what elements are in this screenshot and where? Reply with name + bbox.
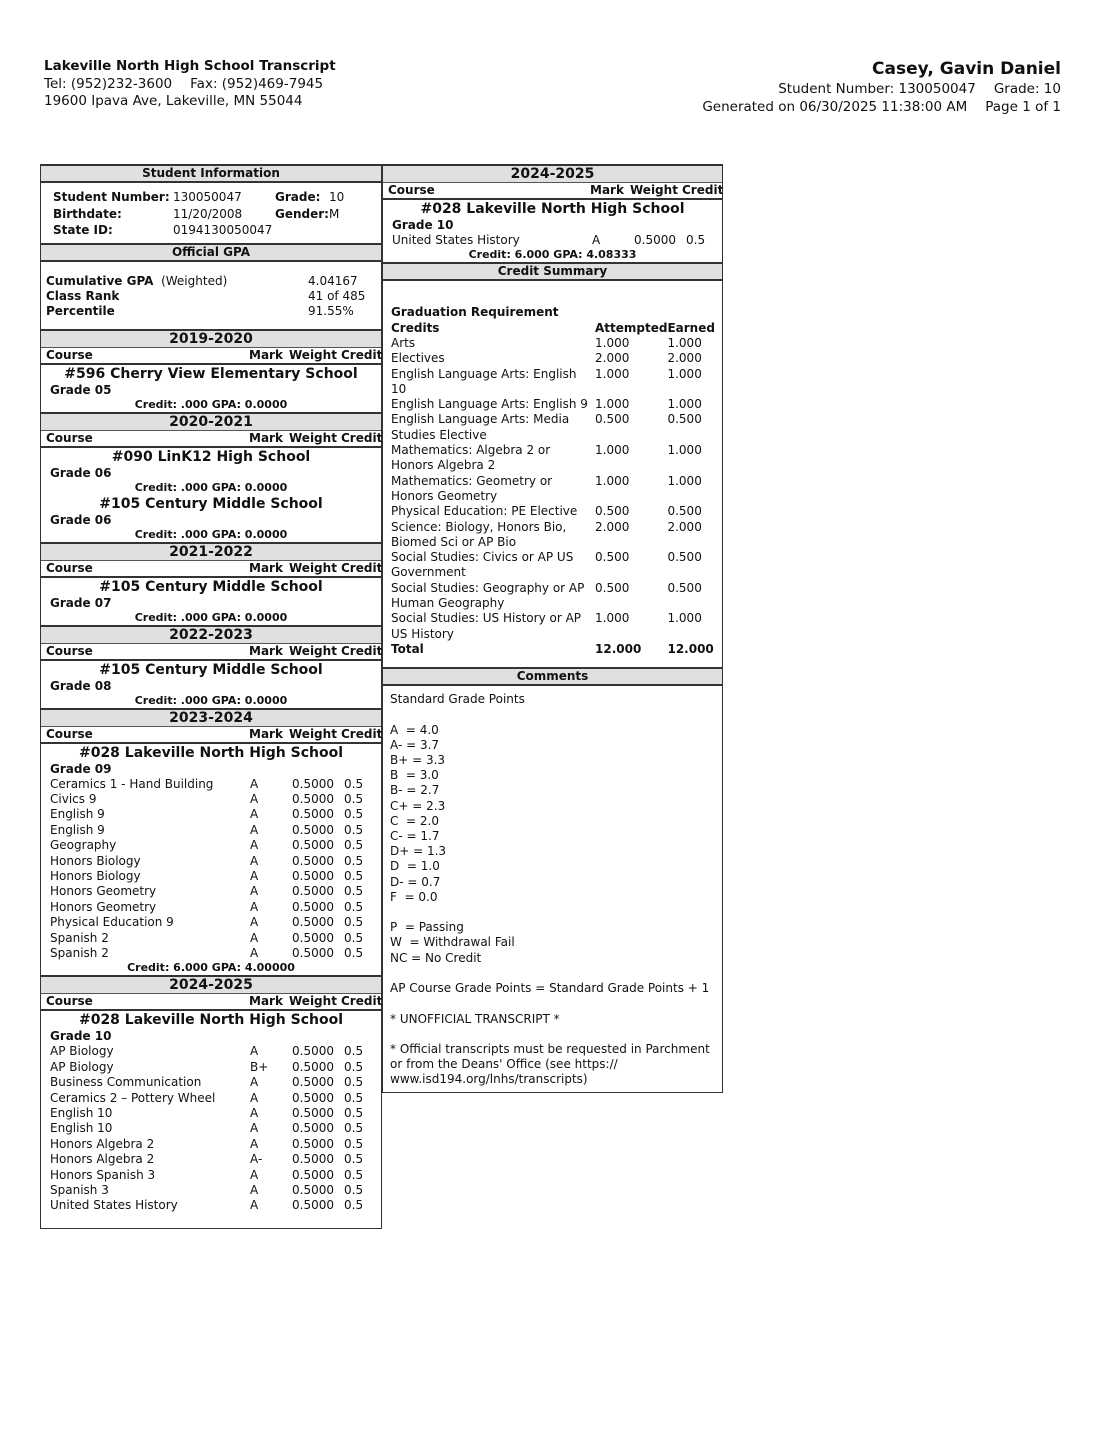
credit-summary-row: [391, 351, 715, 366]
course-name: Honors Biology: [50, 853, 141, 868]
credit-summary-row: [391, 336, 715, 351]
course-weight: 0.5000: [292, 1152, 334, 1167]
column-headers: [41, 348, 381, 365]
course-credit: 0.5: [344, 1198, 364, 1213]
course-name: Honors Geometry: [50, 899, 157, 914]
course-name: Honors Geometry: [50, 884, 157, 899]
course-credit: 0.5: [344, 868, 364, 883]
course-row: [41, 838, 381, 853]
official-gpa-section: [41, 262, 381, 329]
course-name: Civics 9: [50, 791, 97, 806]
course-name: Physical Education 9: [50, 915, 174, 930]
course-name: United States History: [50, 1198, 178, 1213]
earned-heading: Earned: [667, 320, 715, 335]
course-credit: 0.5: [344, 791, 364, 806]
percentile-value: 91.55%: [308, 303, 354, 318]
state-id-value: 0194130050047: [173, 223, 273, 237]
course-weight: 0.5000: [292, 1183, 334, 1198]
course-name: Spanish 3: [50, 1183, 109, 1198]
course-credit: 0.5: [344, 807, 364, 822]
col-course: Course: [46, 560, 93, 575]
year-header: [41, 708, 381, 727]
course-weight: 0.5000: [292, 899, 334, 914]
requirement-earned: 2.000: [667, 351, 702, 366]
col-course: Course: [46, 726, 93, 741]
course-mark: B+: [250, 1059, 269, 1074]
course-row: [383, 233, 722, 248]
credit-summary-row: [391, 611, 715, 642]
course-row: [41, 884, 381, 899]
right-column: [382, 164, 723, 1093]
cum-gpa-value: 4.04167: [308, 273, 358, 288]
col-mark: Mark: [249, 560, 283, 575]
course-row: [41, 1198, 381, 1213]
requirement-attempted: 1.000: [595, 443, 630, 458]
course-name: United States History: [392, 233, 520, 247]
course-row: [41, 1152, 381, 1167]
grade-level: Grade 10: [50, 1029, 112, 1044]
year-header: [41, 542, 381, 561]
course-row: [41, 1121, 381, 1136]
course-mark: A: [250, 791, 259, 806]
course-credit: 0.5: [344, 1106, 364, 1120]
course-name: Honors Algebra 2: [50, 1152, 155, 1167]
requirement-earned: 1.000: [667, 473, 702, 488]
year-header: [41, 625, 381, 644]
year-label: 2024-2025: [169, 977, 253, 994]
requirement-name: Mathematics: Algebra 2 or Honors Algebra 2: [391, 443, 551, 473]
column-headers: [41, 644, 381, 661]
credit-summary-heading: Graduation Requirement: [391, 305, 559, 320]
course-weight: 0.5000: [292, 1121, 334, 1136]
birthdate-value: 11/20/2008: [173, 206, 243, 221]
course-credit: 0.5: [344, 945, 364, 960]
course-credit: 0.5: [344, 1044, 364, 1059]
credit-summary-row: [391, 443, 715, 474]
student-info-header: Student Information: [41, 165, 381, 183]
academic-years: [41, 329, 381, 1214]
student-number-value: 130050047: [173, 190, 242, 204]
course-mark: A: [250, 807, 259, 822]
requirement-attempted: 0.500: [595, 412, 630, 427]
year-header: [41, 412, 381, 431]
year-header: [41, 329, 381, 348]
course-weight: 0.5000: [292, 853, 334, 868]
col-weight: Weight: [289, 347, 337, 362]
requirement-name: Social Studies: US History or AP US History: [391, 611, 582, 641]
requirement-name: English Language Arts: English 10: [391, 366, 577, 396]
year-label: 2023-2024: [169, 709, 253, 726]
course-credit: 0.5: [344, 884, 364, 899]
col-mark: Mark: [590, 183, 624, 197]
school-name: #105 Century Middle School: [99, 578, 323, 595]
course-name: Geography: [50, 838, 117, 853]
course-name: Spanish 2: [50, 930, 109, 945]
requirement-attempted: 1.000: [595, 473, 630, 488]
grade-level: Grade 05: [50, 382, 112, 397]
col-mark: Mark: [249, 726, 283, 741]
course-credit: 0.5: [344, 822, 364, 837]
requirement-earned: 1.000: [667, 611, 702, 626]
col-course: Course: [388, 183, 435, 197]
col-credit: Credit: [682, 183, 724, 197]
grade-level: Grade 06: [50, 512, 112, 527]
term-summary: Credit: 6.000 GPA: 4.08333: [468, 248, 637, 262]
school-name: #596 Cherry View Elementary School: [64, 365, 358, 382]
school-tel: Tel: (952)232-3600: [44, 75, 173, 92]
requirement-attempted: 1.000: [595, 336, 630, 350]
col-weight: Weight: [289, 643, 337, 658]
school-address: 19600 Ipava Ave, Lakeville, MN 55044: [44, 93, 303, 109]
course-mark: A: [250, 930, 259, 945]
course-weight: 0.5000: [292, 807, 334, 822]
course-mark: A: [250, 899, 259, 914]
requirement-earned: 0.500: [667, 580, 702, 595]
course-mark: A: [250, 1136, 259, 1151]
course-weight: 0.5000: [292, 1090, 334, 1105]
course-name: Ceramics 2 – Pottery Wheel: [50, 1090, 216, 1105]
header-generated-line: [702, 98, 1061, 116]
school-name: #028 Lakeville North High School: [420, 201, 685, 217]
comments-text: Standard Grade Points A = 4.0 A- = 3.7 B+ = 3.3 B = 3.0 B- = 2.7 C+ = 2.3 C = 2.0 C- = 1.7 D+ = 1.3 D = 1.0 D- = 0.7 F = 0.0 P = Passing W = Withdrawal Fail NC = No Credit AP Course Grade Points = Standard Grade Points + 1 * UNOFFICIAL TRANSCRIPT * * Official transcripts must be requested in Parchment or from the Deans' Office (see https:// www.isd194.org/lnhs/transcripts): [390, 692, 710, 1087]
course-mark: A: [250, 1075, 259, 1090]
page-number: Page 1 of 1: [985, 99, 1061, 115]
requirement-earned: 0.500: [667, 550, 702, 565]
course-mark: A: [250, 884, 259, 899]
requirement-name: Science: Biology, Honors Bio, Biomed Sci or AP Bio: [391, 519, 567, 549]
grade-level: Grade 09: [50, 761, 112, 776]
student-info-section: [41, 183, 381, 243]
credit-summary-row: [391, 550, 715, 581]
year-label: 2024-2025: [510, 166, 595, 182]
col-mark: Mark: [249, 430, 283, 445]
course-row: [41, 1106, 381, 1121]
total-label: Total: [391, 641, 424, 656]
course-name: English 9: [50, 822, 105, 837]
course-name: Honors Spanish 3: [50, 1167, 156, 1182]
course-row: [41, 792, 381, 807]
requirement-earned: 0.500: [667, 412, 702, 427]
course-row: [41, 1075, 381, 1090]
gender-value: M: [329, 206, 340, 221]
course-mark: A: [250, 776, 259, 791]
course-mark: A-: [250, 1152, 263, 1167]
col-mark: Mark: [249, 347, 283, 362]
requirement-name: Social Studies: Civics or AP US Government: [391, 550, 574, 580]
col-course: Course: [46, 430, 93, 445]
requirement-earned: 1.000: [667, 336, 702, 350]
left-column: [40, 164, 382, 1229]
course-credit: 0.5: [344, 1090, 364, 1105]
course-mark: A: [592, 233, 601, 247]
year-label: 2021-2022: [169, 543, 253, 560]
course-credit: 0.5: [344, 930, 364, 945]
requirement-earned: 0.500: [667, 504, 702, 519]
course-credit: 0.5: [344, 838, 364, 853]
generated-date: Generated on 06/30/2025 11:38:00 AM: [702, 99, 968, 115]
col-course: Course: [46, 994, 93, 1009]
grade-label: Grade:: [275, 190, 321, 204]
term-summary: Credit: .000 GPA: 0.0000: [134, 693, 288, 707]
course-row: [41, 1168, 381, 1183]
grade-level: Grade 06: [50, 465, 112, 480]
course-row: [41, 869, 381, 884]
grade-level: Grade 10: [392, 218, 454, 232]
column-headers: [41, 994, 381, 1011]
course-row: [41, 777, 381, 792]
term-summary: Credit: 6.000 GPA: 4.00000: [127, 961, 295, 975]
course-weight: 0.5000: [292, 1167, 334, 1182]
course-weight: 0.5000: [292, 1075, 334, 1090]
requirement-attempted: 1.000: [595, 366, 630, 381]
course-credit: 0.5: [344, 853, 364, 868]
requirement-attempted: 2.000: [595, 351, 630, 366]
course-credit: 0.5: [344, 915, 364, 930]
school-name: #105 Century Middle School: [99, 661, 323, 678]
column-headers: [41, 727, 381, 744]
credit-summary-row: [391, 412, 715, 443]
requirement-name: English Language Arts: English 9: [391, 397, 588, 412]
course-name: AP Biology: [50, 1044, 114, 1059]
col-credit: Credit: [341, 560, 383, 575]
requirement-attempted: 1.000: [595, 397, 630, 412]
year-label: 2022-2023: [169, 626, 253, 643]
course-row: [41, 900, 381, 915]
requirement-earned: 2.000: [667, 519, 702, 534]
header-student-number: Student Number: 130050047: [778, 81, 976, 97]
col-weight: Weight: [630, 183, 678, 197]
course-name: English 10: [50, 1121, 113, 1136]
course-mark: A: [250, 1090, 259, 1105]
term-summary: Credit: .000 GPA: 0.0000: [134, 480, 288, 494]
col-weight: Weight: [289, 994, 337, 1009]
grade-value: 10: [329, 190, 345, 204]
course-name: English 10: [50, 1106, 113, 1120]
course-weight: 0.5000: [292, 915, 334, 930]
course-weight: 0.5000: [292, 1198, 334, 1213]
year-header-continued: [383, 165, 722, 183]
col-credit: Credit: [341, 430, 383, 445]
course-mark: A: [250, 822, 259, 837]
course-weight: 0.5000: [292, 822, 334, 837]
course-row: [41, 823, 381, 838]
course-row: [41, 1091, 381, 1106]
requirement-name: Mathematics: Geometry or Honors Geometry: [391, 473, 553, 503]
term-summary: Credit: .000 GPA: 0.0000: [134, 397, 288, 411]
requirement-name: Arts: [391, 336, 416, 350]
course-credit: 0.5: [344, 776, 364, 791]
requirement-earned: 1.000: [667, 443, 702, 458]
course-name: English 9: [50, 807, 105, 822]
grade-level: Grade 07: [50, 595, 112, 610]
requirement-attempted: 0.500: [595, 550, 630, 565]
column-headers: [41, 561, 381, 578]
course-mark: A: [250, 945, 259, 960]
course-weight: 0.5000: [292, 945, 334, 960]
course-mark: A: [250, 1106, 259, 1120]
grade-level: Grade 08: [50, 678, 112, 693]
course-weight: 0.5000: [292, 868, 334, 883]
percentile-label: Percentile: [46, 303, 115, 318]
course-name: Spanish 2: [50, 945, 109, 960]
credit-summary-row: [391, 474, 715, 505]
course-credit: 0.5: [344, 1167, 364, 1182]
student-name: Casey, Gavin Daniel: [872, 59, 1061, 79]
course-mark: A: [250, 838, 259, 853]
course-row: [41, 946, 381, 961]
requirement-name: Physical Education: PE Elective: [391, 504, 578, 519]
school-fax: Fax: (952)469-7945: [190, 75, 324, 92]
col-weight: Weight: [289, 560, 337, 575]
school-name: #028 Lakeville North High School: [78, 1012, 344, 1029]
school-name: #090 LinK12 High School: [111, 448, 311, 465]
credit-summary-row: [391, 367, 715, 398]
class-rank-value: 41 of 485: [308, 288, 366, 303]
col-credit: Credit: [341, 726, 383, 741]
course-credit: 0.5: [344, 1059, 364, 1074]
year-header: [41, 975, 381, 994]
course-weight: 0.5000: [292, 838, 334, 853]
course-row: [41, 1183, 381, 1198]
col-mark: Mark: [249, 643, 283, 658]
school-name: #028 Lakeville North High School: [78, 744, 344, 761]
course-mark: A: [250, 853, 259, 868]
course-row: [41, 854, 381, 869]
comments-header: Comments: [383, 667, 722, 686]
course-weight: 0.5000: [292, 1044, 334, 1059]
course-credit: 0.5: [686, 233, 706, 247]
requirement-attempted: 0.500: [595, 580, 630, 595]
term-summary: Credit: .000 GPA: 0.0000: [134, 527, 288, 541]
course-mark: A: [250, 1167, 259, 1182]
requirement-name: English Language Arts: Media Studies Elective: [391, 412, 570, 442]
col-credit: Credit: [341, 347, 383, 362]
requirement-attempted: 0.500: [595, 504, 630, 519]
course-weight: 0.5000: [292, 884, 334, 899]
requirement-earned: 1.000: [667, 366, 702, 381]
credit-summary-row: [391, 504, 715, 519]
birthdate-label: Birthdate:: [53, 206, 122, 221]
course-credit: 0.5: [344, 1136, 364, 1151]
course-name: Honors Algebra 2: [50, 1136, 155, 1151]
requirement-attempted: 2.000: [595, 519, 630, 534]
col-course: Course: [46, 643, 93, 658]
course-weight: 0.5000: [292, 1059, 334, 1074]
transcript-header-right: [702, 58, 1061, 116]
credit-summary-row: [391, 520, 715, 551]
state-id-label: State ID:: [53, 223, 113, 237]
course-credit: 0.5: [344, 1121, 364, 1136]
requirement-earned: 1.000: [667, 397, 702, 412]
credit-summary-row: [391, 397, 715, 412]
year-label: 2020-2021: [169, 413, 253, 430]
course-mark: A: [250, 915, 259, 930]
attempted-heading: Attempted: [595, 320, 668, 335]
column-headers: [41, 431, 381, 448]
course-weight: 0.5000: [292, 776, 334, 791]
col-course: Course: [46, 347, 93, 362]
course-name: AP Biology: [50, 1059, 114, 1074]
cum-gpa-note: (Weighted): [161, 273, 228, 288]
header-student-line: [702, 80, 1061, 98]
course-credit: 0.5: [344, 899, 364, 914]
course-row: [41, 1137, 381, 1152]
transcript-header-left: [44, 58, 336, 111]
student-number-label: Student Number:: [53, 190, 170, 204]
course-mark: A: [250, 1183, 259, 1198]
col-mark: Mark: [249, 994, 283, 1009]
total-attempted: 12.000: [595, 641, 642, 656]
course-mark: A: [250, 868, 259, 883]
gender-label: Gender:: [275, 206, 329, 221]
header-grade: Grade: 10: [993, 81, 1061, 97]
course-weight: 0.5000: [292, 1136, 334, 1151]
col-weight: Weight: [289, 726, 337, 741]
col-credit: Credit: [341, 643, 383, 658]
course-name: Business Communication: [50, 1075, 202, 1090]
credit-summary-header: Credit Summary: [383, 262, 722, 281]
course-name: Honors Biology: [50, 868, 141, 883]
requirement-name: Electives: [391, 351, 445, 366]
course-credit: 0.5: [344, 1152, 364, 1167]
school-title: Lakeville North High School Transcript: [44, 58, 336, 74]
course-credit: 0.5: [344, 1075, 364, 1090]
class-rank-label: Class Rank: [46, 288, 120, 303]
course-row: [41, 931, 381, 946]
term-summary: Credit: .000 GPA: 0.0000: [134, 610, 288, 624]
course-mark: A: [250, 1198, 259, 1213]
col-credit: Credit: [341, 994, 383, 1009]
course-row: [41, 1060, 381, 1075]
course-weight: 0.5000: [292, 791, 334, 806]
requirement-name: Social Studies: Geography or AP Human Geography: [391, 580, 585, 611]
course-weight: 0.5000: [634, 233, 676, 247]
school-name: #105 Century Middle School: [99, 495, 323, 512]
school-phone: [44, 76, 336, 94]
course-row: [41, 915, 381, 930]
official-gpa-header: Official GPA: [41, 243, 381, 262]
course-credit: 0.5: [344, 1183, 364, 1198]
requirement-attempted: 1.000: [595, 611, 630, 626]
course-mark: A: [250, 1121, 259, 1136]
course-weight: 0.5000: [292, 930, 334, 945]
course-row: [41, 807, 381, 822]
year-label: 2019-2020: [169, 330, 253, 347]
cum-gpa-label: Cumulative GPA: [46, 273, 154, 288]
column-headers: [383, 183, 722, 200]
col-weight: Weight: [289, 430, 337, 445]
credit-summary-row: [391, 581, 715, 612]
course-name: Ceramics 1 - Hand Building: [50, 776, 214, 791]
course-mark: A: [250, 1044, 259, 1059]
course-row: [41, 1044, 381, 1059]
total-earned: 12.000: [667, 641, 714, 656]
credit-summary-section: [383, 281, 722, 667]
course-weight: 0.5000: [292, 1106, 334, 1120]
credits-heading: Credits: [391, 320, 440, 335]
